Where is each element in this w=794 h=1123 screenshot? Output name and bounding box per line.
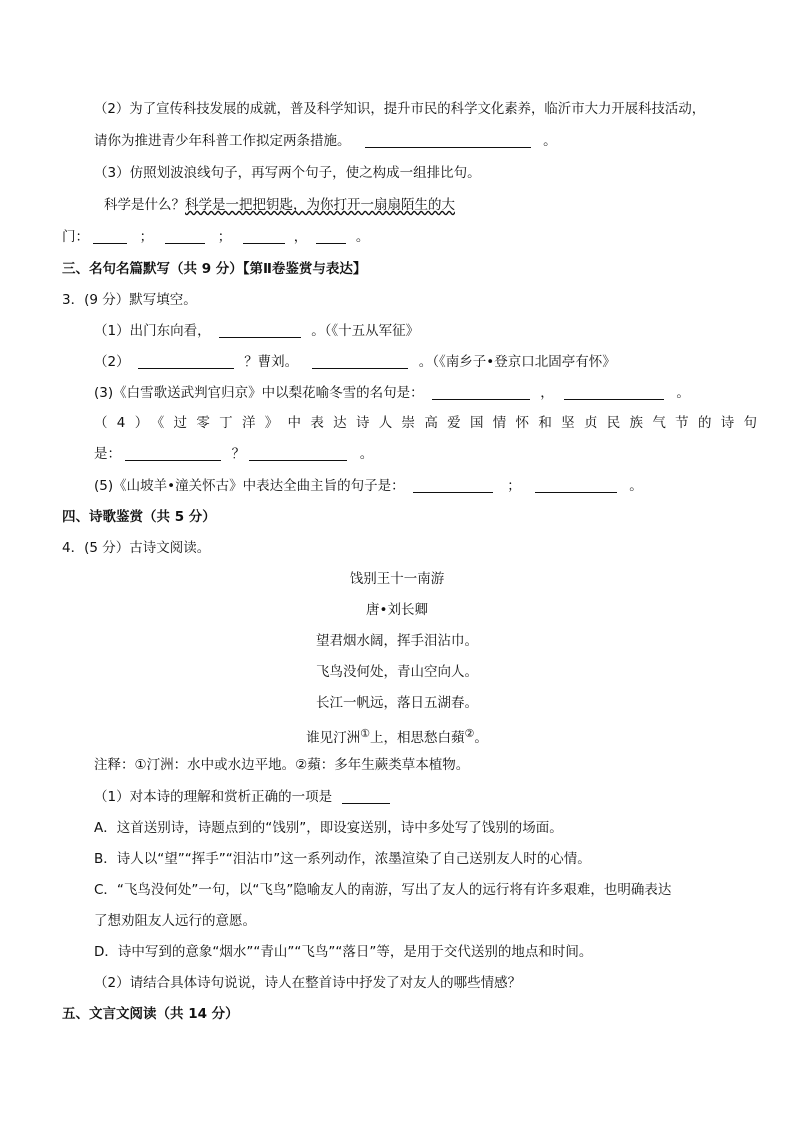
item-3-sub-2 <box>94 352 616 372</box>
q3-line-prefix: 门： <box>62 229 89 245</box>
q3-blank-1[interactable] <box>93 229 127 244</box>
s5-blank-2[interactable] <box>535 478 617 493</box>
s2-suffix: 。（《南乡子•登京口北固亭有怀》 <box>418 354 616 370</box>
q3-blank-2[interactable] <box>165 229 205 244</box>
s4-blank-2[interactable] <box>249 446 347 461</box>
poem-line-4-b: 上，相思愁白蘋 <box>370 730 465 746</box>
s2-blank-2[interactable] <box>312 354 408 369</box>
poem-line-3: 长江一帆远，落日五湖春。 <box>316 695 478 711</box>
q2-text: 请你为推进青少年科普工作拟定两条措施。 <box>94 133 351 149</box>
q3-blank-3[interactable] <box>243 229 285 244</box>
q3-answer-line <box>62 227 369 247</box>
item-3-sub-4-line-1: （4）《过零丁洋》中表达诗人崇高爱国情怀和坚贞民族气节的诗句 <box>94 415 767 431</box>
q3-example <box>104 195 455 215</box>
option-b[interactable]: B．诗人以“望”“挥手”“泪沾巾”这一系列动作，浓墨渲染了自己送别友人时的心情。 <box>94 851 591 867</box>
s3-blank-1[interactable] <box>432 385 530 400</box>
s2-prefix: （2） <box>94 354 130 370</box>
poem-line-4-c: 。 <box>474 730 488 746</box>
s5-end: 。 <box>629 478 643 494</box>
poem-notes: 注释：①汀洲：水中或水边平地。②蘋：多年生蕨类草本植物。 <box>94 757 470 773</box>
poem-line-4-a: 谁见汀洲 <box>306 730 361 746</box>
s5-blank-1[interactable] <box>413 478 493 493</box>
s3-sep: ， <box>540 385 554 401</box>
q3-end: 。 <box>355 229 370 245</box>
item-3-sub-3 <box>94 383 690 403</box>
q3-sep-2: ； <box>217 229 232 245</box>
note-mark-1: ① <box>360 727 370 740</box>
s4-mid: ？ <box>231 446 246 462</box>
item-4-q2: （2）请结合具体诗句说说，诗人在整首诗中抒发了对友人的哪些情感？ <box>94 975 522 991</box>
q2-end: 。 <box>543 133 557 149</box>
section-5-title: 五、文言文阅读（共 14 分） <box>62 1006 239 1022</box>
option-a[interactable]: A．这首送别诗，诗题点到的“饯别”，即设宴送别，诗中多处写了饯别的场面。 <box>94 820 563 836</box>
item-3-sub-1 <box>94 321 419 341</box>
item-3-sub-5 <box>94 476 643 496</box>
q3-blank-4[interactable] <box>316 229 346 244</box>
q3-sep-1: ； <box>139 229 154 245</box>
option-d[interactable]: D．诗中写到的意象“烟水”“青山”“飞鸟”“落日”等，是用于交代送别的地点和时间。 <box>94 944 593 960</box>
poem-line-1: 望君烟水阔，挥手泪沾巾。 <box>316 633 478 649</box>
item-3-head: 3．(9 分）默写填空。 <box>62 292 197 308</box>
q3-example-prefix: 科学是什么？ <box>104 197 185 213</box>
item-4-head: 4．(5 分）古诗文阅读。 <box>62 540 211 556</box>
poem-author: 唐•刘长卿 <box>366 602 428 618</box>
section-3-title: 三、名句名篇默写（共 9 分）【第Ⅱ卷鉴赏与表达】 <box>62 261 367 277</box>
section-4-title: 四、诗歌鉴赏（共 5 分） <box>62 509 216 525</box>
q1-text: （1）对本诗的理解和赏析正确的一项是 <box>94 789 333 805</box>
s1-prefix: （1）出门东向看， <box>94 323 211 339</box>
s4-blank-1[interactable] <box>125 446 221 461</box>
note-mark-2: ② <box>464 727 475 740</box>
s2-mid: ？曹刘。 <box>244 354 299 370</box>
s1-suffix: 。（《十五从军征》 <box>311 323 420 339</box>
s2-blank-1[interactable] <box>138 354 234 369</box>
q3-example-underlined: 科学是一把把钥匙，为你打开一扇扇陌生的大 <box>185 197 455 213</box>
option-c-line-1[interactable]: C．“飞鸟没何处”一句，以“飞鸟”隐喻友人的南游，写出了友人的远行将有许多艰难，也明确表达 <box>94 882 672 898</box>
q2-line-1: （2）为了宣传科技发展的成就，普及科学知识，提升市民的科学文化素养，临沂市大力开展科技活动， <box>94 102 706 117</box>
poem-line-2: 飞鸟没何处，青山空向人。 <box>316 664 478 680</box>
s4-end: 。 <box>359 446 374 462</box>
s5-sep: ； <box>507 478 521 494</box>
s3-end: 。 <box>676 385 690 401</box>
poem-line-4 <box>0 724 794 748</box>
s1-blank[interactable] <box>219 323 301 338</box>
s5-prefix: (5)《山坡羊•潼关怀古》中表达全曲主旨的句子是： <box>94 478 405 494</box>
q1-answer-blank[interactable] <box>342 789 390 804</box>
q3-instruction: （3）仿照划波浪线句子，再写两个句子，使之构成一组排比句。 <box>94 165 481 181</box>
option-c-line-2[interactable]: 了想劝阻友人远行的意愿。 <box>94 913 256 929</box>
q3-sep-3: ， <box>293 229 308 245</box>
item-4-q1 <box>94 787 390 807</box>
q2-line-2 <box>94 131 557 151</box>
poem-title: 饯别王十一南游 <box>349 571 445 587</box>
s3-prefix: (3)《白雪歌送武判官归京》中以梨花喻冬雪的名句是： <box>94 385 424 401</box>
q2-answer-blank[interactable] <box>365 133 531 148</box>
s3-blank-2[interactable] <box>564 385 664 400</box>
s4-prefix: 是： <box>94 446 121 462</box>
item-3-sub-4-line-2 <box>94 444 373 464</box>
